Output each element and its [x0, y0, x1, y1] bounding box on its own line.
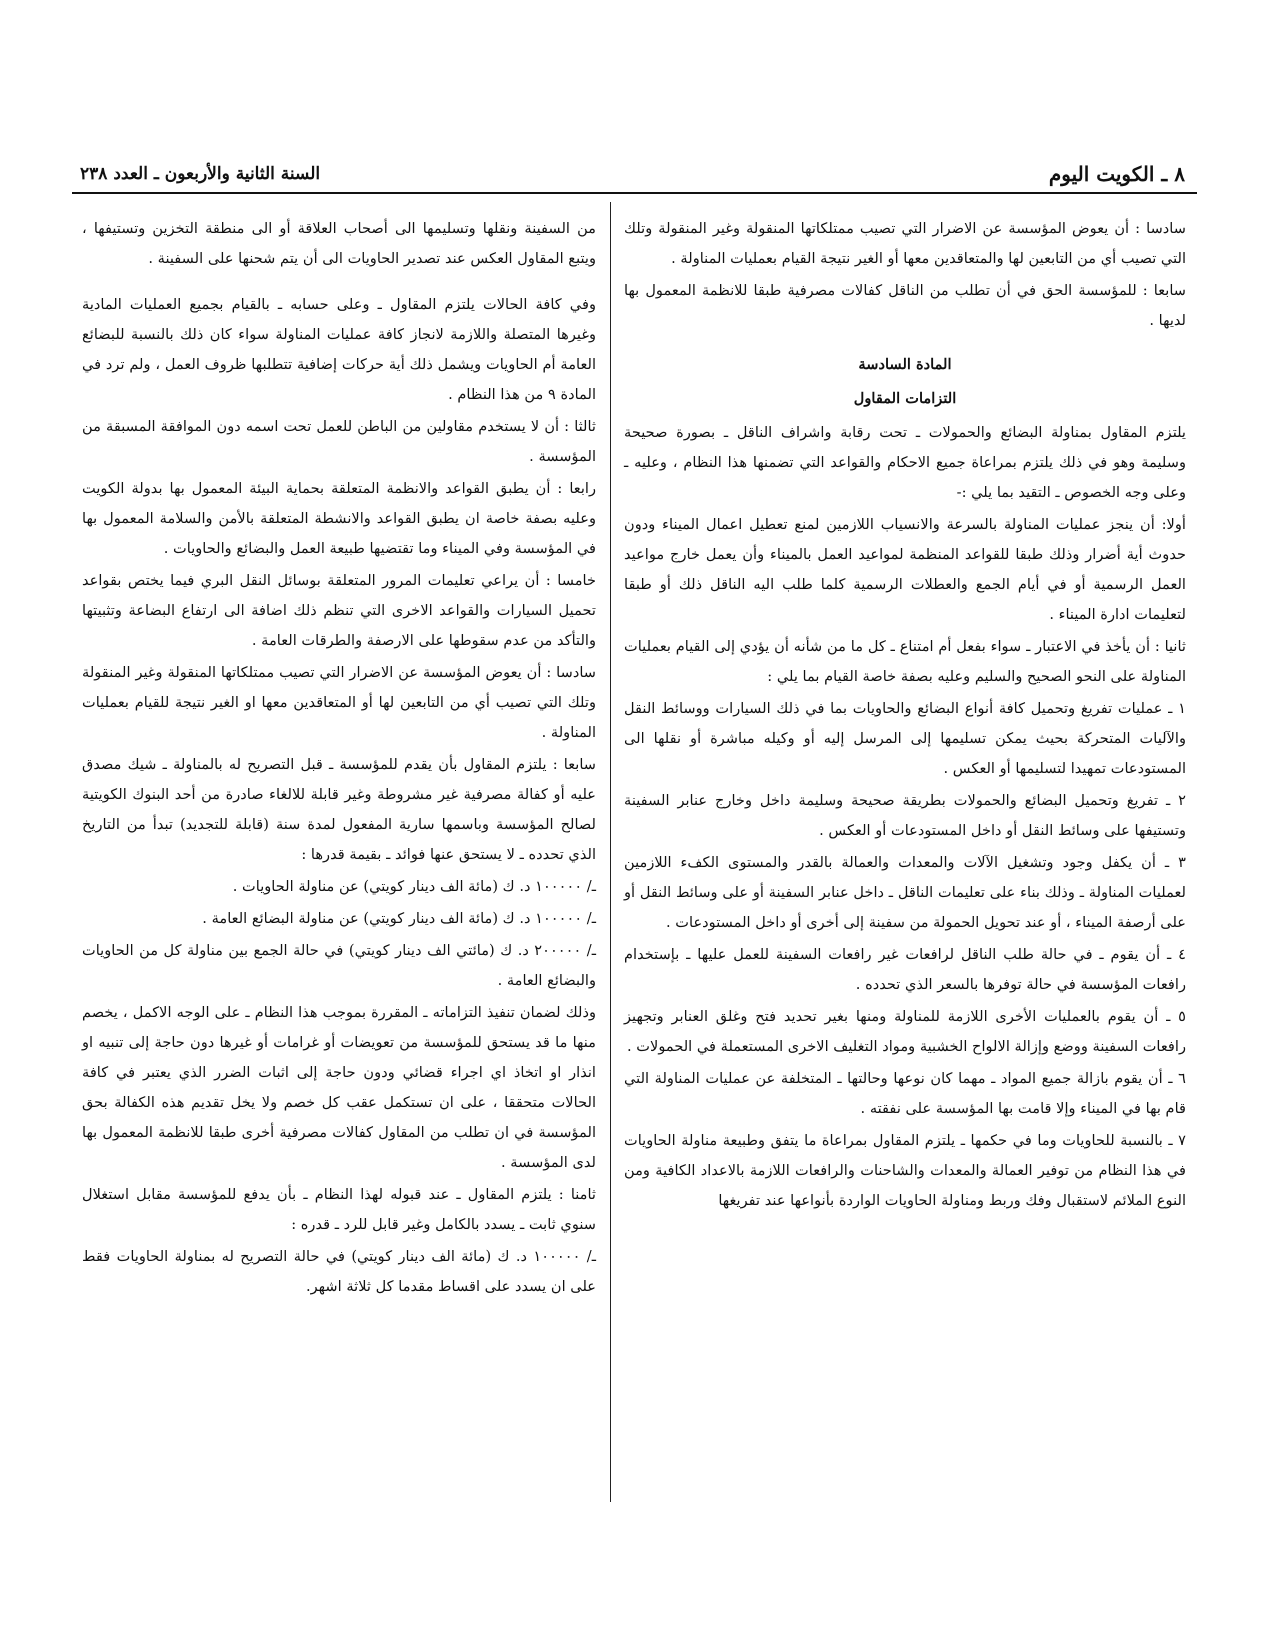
left-column: [82, 214, 596, 1304]
list-item: ـ/ ٢٠٠٠٠٠ د. ك (مائتي الف دينار كويتي) في حالة الجمع بين مناولة كل من الحاويات والبضائع العامة .: [82, 942, 596, 989]
paragraph: وفي كافة الحالات يلتزم المقاول ـ وعلى حسابه ـ بالقيام بجميع العمليات المادية وغيرها المتصلة واللازمة لانجاز كافة عمليات المناولة سواء كان ذلك بالنسبة للبضائع العامة أم الحاويات ويشمل ذلك أية حركات إضافية تتطلبها ظروف العمل ، ولم ترد في المادة ٩ من هذا النظام .: [82, 296, 596, 403]
list-item: ـ/ ١٠٠٠٠٠ د. ك (مائة الف دينار كويتي) في حالة التصريح له بمناولة الحاويات فقط على ان يسدد على اقساط مقدما كل ثلاثة اشهر.: [82, 1248, 596, 1295]
paragraph: وذلك لضمان تنفيذ التزاماته ـ المقررة بموجب هذا النظام ـ على الوجه الاكمل ، يخصم منها ما قد يستحق للمؤسسة من تعويضات أو غرامات أو غيرها دون حاجة إلى تنبيه او انذار او اتخاذ اي اجراء قضائي ودون حاجة إلى اثبات الضرر الذي يعتبر في كافة الحالات متحققا ، على ان تستكمل عقب كل خصم ولا يخل تقديم هذه الكفالة بحق المؤسسة في ان تطلب من المقاول كفالات مصرفية أخرى طبقا للانظمة المعمول بها لدى المؤسسة .: [82, 1004, 596, 1171]
paragraph: ثالثا : أن لا يستخدم مقاولين من الباطن للعمل تحت اسمه دون الموافقة المسبقة من المؤسسة .: [82, 418, 596, 465]
paragraph: يلتزم المقاول بمناولة البضائع والحمولات ـ تحت رقابة واشراف الناقل ـ بصورة صحيحة وسليمة وهو في ذلك يلتزم بمراعاة جميع الاحكام والقواعد التي تضمنها هذا النظام ، وعليه ـ وعلى وجه الخصوص ـ التقيد بما يلي :-: [624, 424, 1186, 501]
paragraph: رابعا : أن يطبق القواعد والانظمة المتعلقة بحماية البيئة المعمول بها بدولة الكويت وعليه بصفة خاصة ان يطبق القواعد والانشطة المتعلقة بالأمن والسلامة المعمول بها في المؤسسة وفي الميناء وما تقتضيها طبيعة العمل والبضائع والحاويات .: [82, 480, 596, 557]
list-item: ٥ ـ أن يقوم بالعمليات الأخرى اللازمة للمناولة ومنها بغير تحديد فتح وغلق العنابر وتجهيز رافعات السفينة ووضع وإزالة الالواح الخشبية ومواد التغليف الاخرى المستعملة في الحمولات .: [624, 1008, 1186, 1055]
paragraph: سابعا : للمؤسسة الحق في أن تطلب من الناقل كفالات مصرفية طبقا للانظمة المعمول بها لديها .: [624, 282, 1186, 329]
list-item: ١ ـ عمليات تفريغ وتحميل كافة أنواع البضائع والحاويات بما في ذلك السيارات ووسائط النقل والآليات المتحركة بحيث يمكن تسليمها إلى المرسل إليه أو وكيله مباشرة أو نقلها الى المستودعات تمهيدا لتسليمها أو العكس .: [624, 700, 1186, 777]
paragraph: ثانيا : أن يأخذ في الاعتبار ـ سواء بفعل أم امتناع ـ كل ما من شأنه أن يؤدي إلى القيام بعمليات المناولة على النحو الصحيح والسليم وعليه بصفة خاصة القيام بما يلي :: [624, 638, 1186, 685]
paragraph: سادسا : أن يعوض المؤسسة عن الاضرار التي تصيب ممتلكاتها المنقولة وغير المنقولة وتلك التي تصيب أي من التابعين لها أو المتعاقدين معها او الغير نتيجة للقيام بعمليات المناولة .: [82, 664, 596, 741]
paragraph: سابعا : يلتزم المقاول بأن يقدم للمؤسسة ـ قبل التصريح له بالمناولة ـ شيك مصدق عليه أو كفالة مصرفية غير مشروطة وغير قابلة للالغاء صادرة من أحد البنوك الكويتية لصالح المؤسسة وباسمها سارية المفعول لمدة سنة (قابلة للتجديد) تبدأ من التاريخ الذي تحدده ـ لا يستحق عنها فوائد ـ بقيمة قدرها :: [82, 756, 596, 863]
page-header: [70, 160, 1195, 188]
paragraph: ثامنا : يلتزم المقاول ـ عند قبوله لهذا النظام ـ بأن يدفع للمؤسسة مقابل استغلال سنوي ثابت ـ يسدد بالكامل وغير قابل للرد ـ قدره :: [82, 1186, 596, 1233]
list-item: ٧ ـ بالنسبة للحاويات وما في حكمها ـ يلتزم المقاول بمراعاة ما يتفق وطبيعة مناولة الحاويات في هذا النظام من توفير العمالة والمعدات والشاحنات والرافعات اللازمة بالاعداد الكافية ومن النوع الملائم لاستقبال وفك وربط ومناولة الحاويات الواردة بأنواعها عند تفريغها: [624, 1132, 1186, 1209]
list-item: ٦ ـ أن يقوم بازالة جميع المواد ـ مهما كان نوعها وحالتها ـ المتخلفة عن عمليات المناولة التي قام بها في الميناء وإلا قامت بها المؤسسة على نفقته .: [624, 1070, 1186, 1117]
paragraph: من السفينة ونقلها وتسليمها الى أصحاب العلاقة أو الى منطقة التخزين وتستيفها ، ويتبع المقاول العكس عند تصدير الحاويات الى أن يتم شحنها على السفينة .: [82, 220, 596, 267]
list-item: ٤ ـ أن يقوم ـ في حالة طلب الناقل لرافعات غير رافعات السفينة للعمل عليها ـ بإستخدام رافعات المؤسسة في حالة توفرها بالسعر الذي تحدده .: [624, 946, 1186, 993]
paragraph: أولا: أن ينجز عمليات المناولة بالسرعة والانسياب اللازمين لمنع تعطيل اعمال الميناء ودون حدوث أية أضرار وذلك طبقا للقواعد المنظمة لمواعيد العمل بالميناء وأن يعمل خارج مواعيد العمل الرسمية أو في أيام الجمع والعطلات الرسمية كلما طلب اليه الناقل ذلك أو طبقا لتعليمات ادارة الميناء .: [624, 516, 1186, 623]
right-column: [624, 214, 1186, 1218]
page-number-and-publication: ٨ ـ الكويت اليوم: [1048, 162, 1185, 186]
header-rule: [72, 192, 1197, 194]
paragraph: خامسا : أن يراعي تعليمات المرور المتعلقة بوسائل النقل البري فيما يختص بقواعد تحميل السيارات والقواعد الاخرى التي تنظم ذلك اضافة الى ارتفاع البضاعة وتثبيتها والتأكد من عدم سقوطها على الارصفة والطرقات العامة .: [82, 572, 596, 649]
list-item: ٣ ـ أن يكفل وجود وتشغيل الآلات والمعدات والعمالة بالقدر والمستوى الكفء اللازمين لعمليات المناولة ـ وذلك بناء على تعليمات الناقل ـ داخل عنابر السفينة أو على وسائط النقل أو على أرصفة الميناء ، أو عند تحويل الحمولة من سفينة إلى أخرى أو داخل المستودعات .: [624, 854, 1186, 931]
list-item: ـ/ ١٠٠٠٠٠ د. ك (مائة الف دينار كويتي) عن مناولة البضائع العامة .: [202, 910, 596, 927]
article-heading: المادة السادسة: [858, 356, 952, 373]
list-item: ـ/ ١٠٠٠٠٠ د. ك (مائة الف دينار كويتي) عن مناولة الحاويات .: [232, 878, 596, 895]
column-divider: [610, 202, 611, 1502]
issue-info: السنة الثانية والأربعون ـ العدد ٢٣٨: [80, 164, 321, 184]
paragraph: سادسا : أن يعوض المؤسسة عن الاضرار التي تصيب ممتلكاتها المنقولة وغير المنقولة وتلك التي تصيب أي من التابعين لها والمتعاقدين معها أو الغير نتيجة القيام بعمليات المناولة .: [624, 220, 1186, 267]
article-subheading: التزامات المقاول: [853, 390, 957, 407]
list-item: ٢ ـ تفريغ وتحميل البضائع والحمولات بطريقة صحيحة وسليمة داخل وخارج عنابر السفينة وتستيفها على وسائط النقل أو داخل المستودعات أو العكس .: [624, 792, 1186, 839]
